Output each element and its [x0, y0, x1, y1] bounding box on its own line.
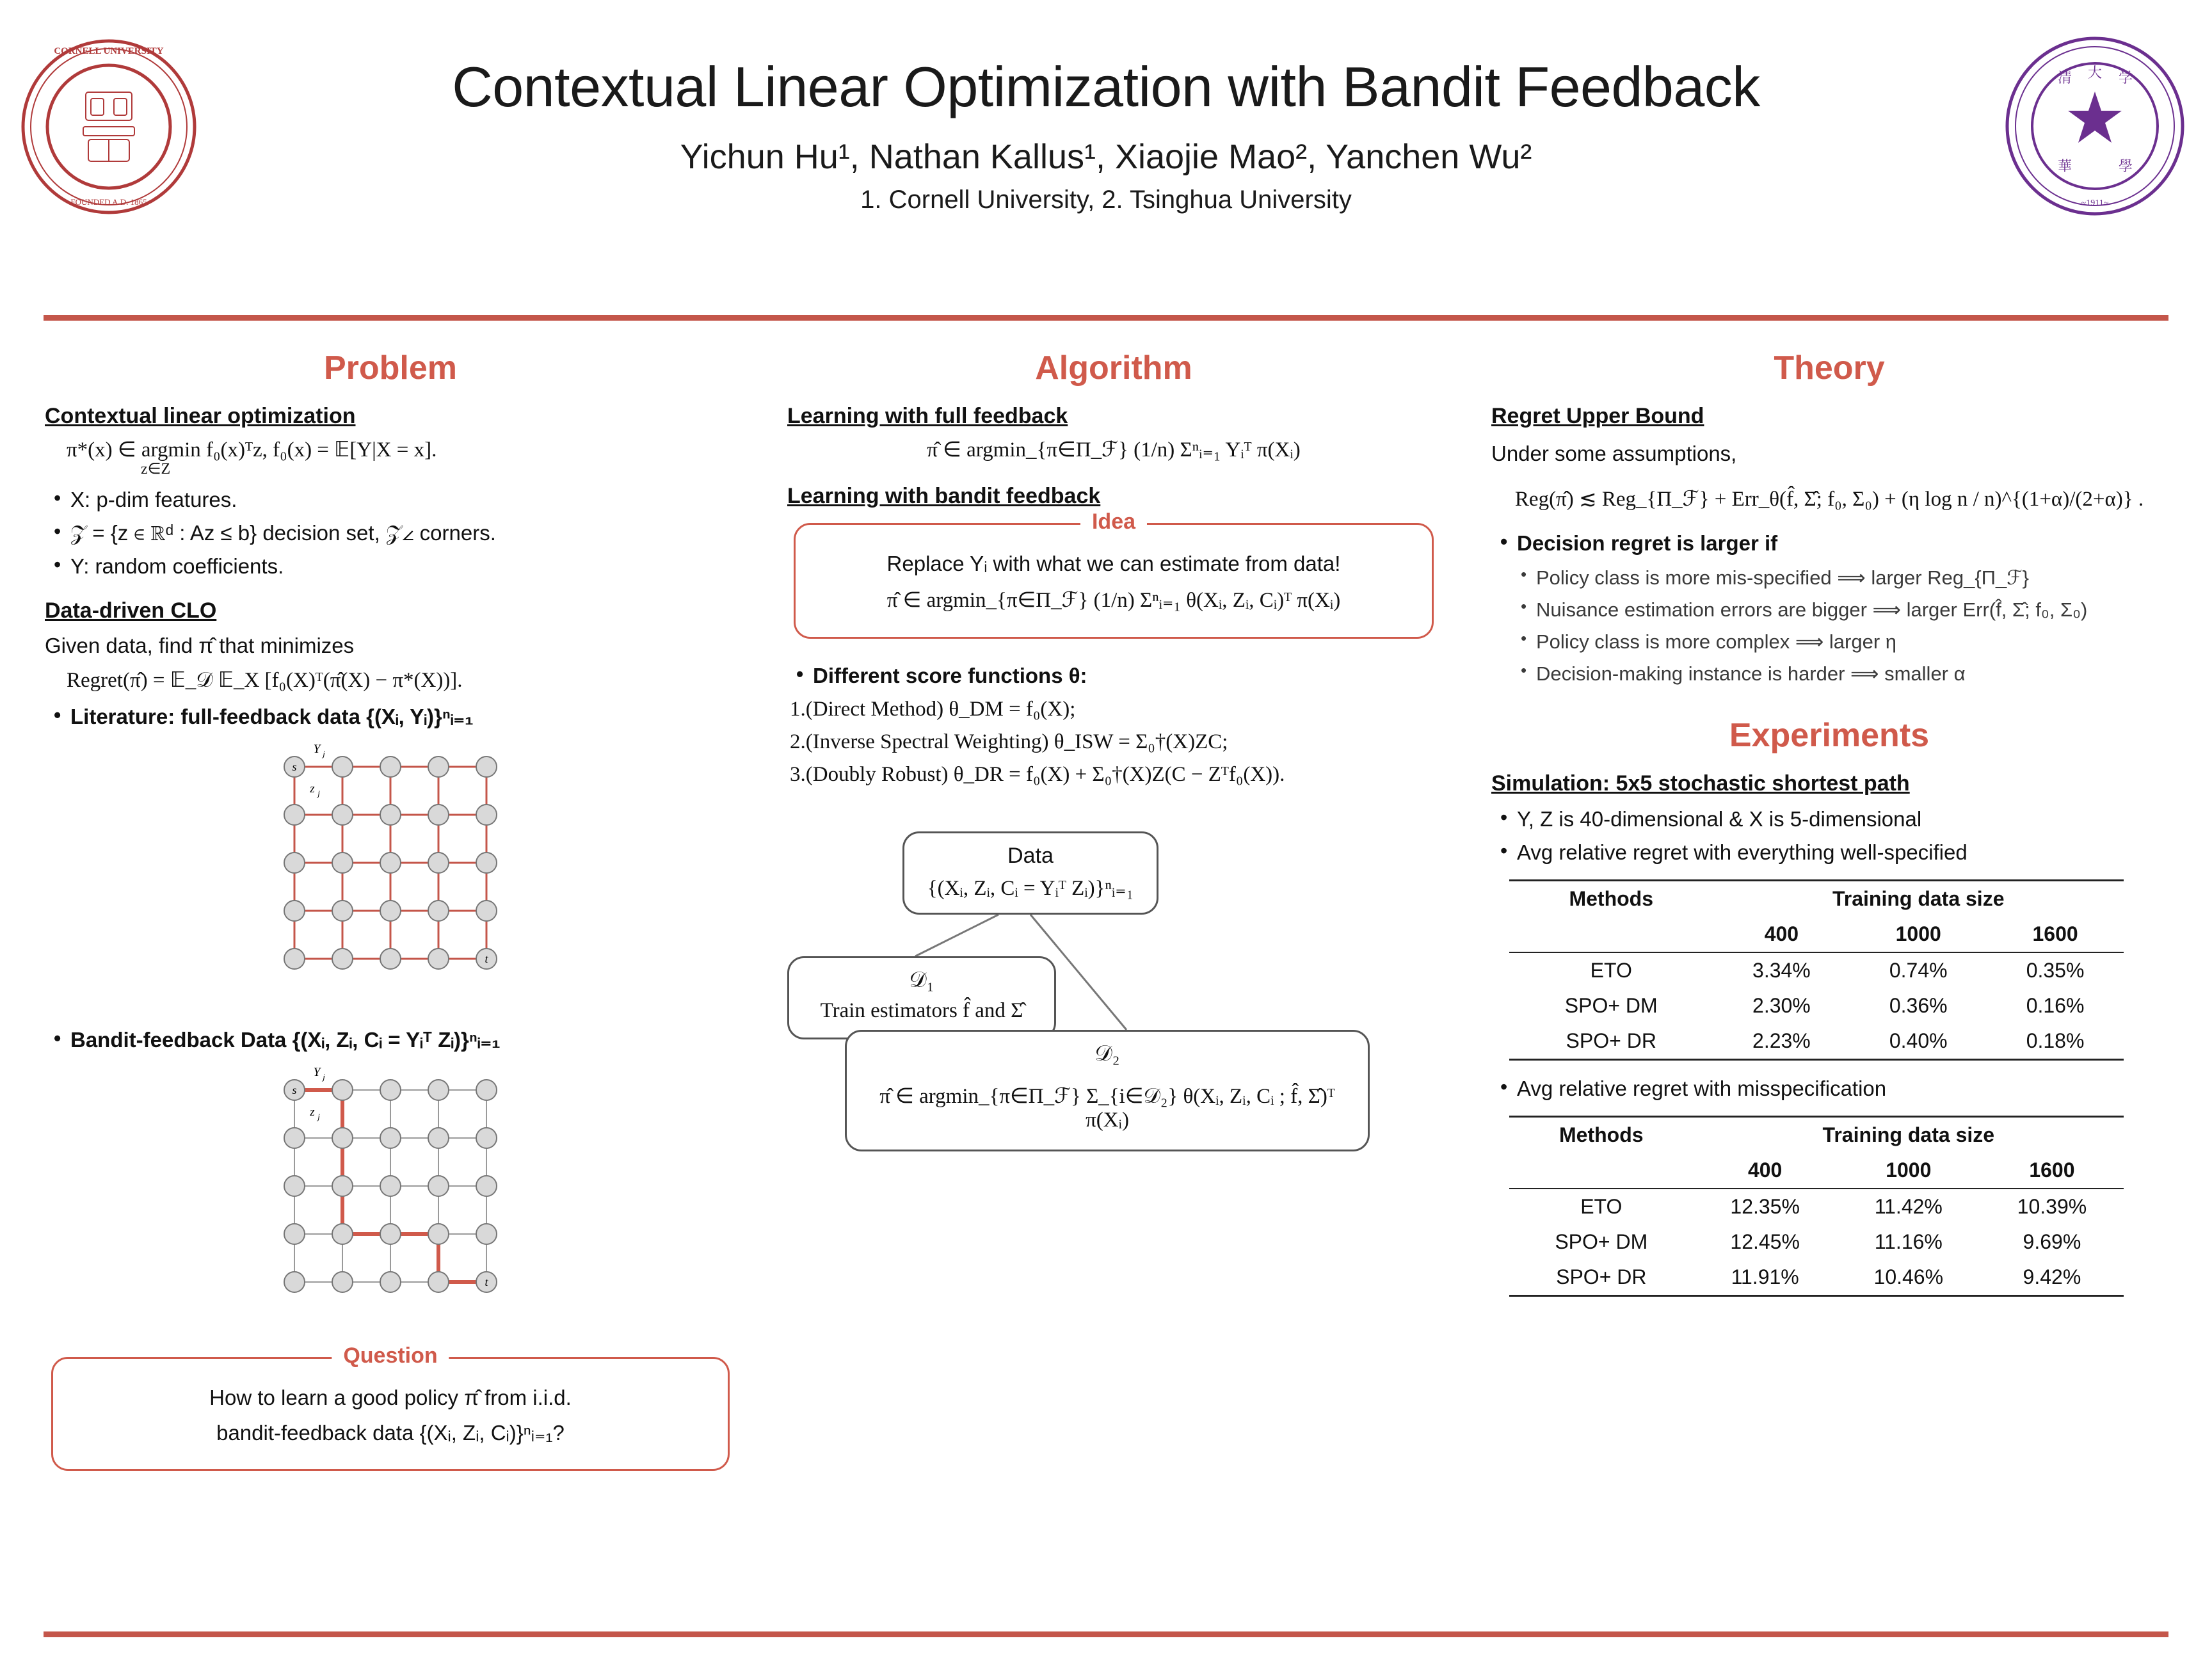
list-item: • 𝒵 = {z ∈ ℝᵈ : Az ≤ b} decision set, 𝒵∠ corners.	[45, 518, 736, 549]
table-cell-method: SPO+ DM	[1555, 1230, 1648, 1253]
equation-optimal-policy-text: π*(x) ∈ argmin f₀(x)ᵀz, f₀(x) = 𝔼[Y|X = x].	[67, 438, 437, 461]
decision-regret-sub-bullets	[1513, 564, 2167, 689]
author-list: Yichun Hu¹, Nathan Kallus¹, Xiaojie Mao², Yanchen Wu²	[680, 138, 1532, 177]
table-row	[1509, 1260, 2124, 1296]
svg-text:j: j	[323, 1072, 325, 1082]
flow-node-d1-text: Train estimators f̂ and Σ̂	[820, 998, 1023, 1022]
svg-text:t: t	[485, 1276, 488, 1289]
table-cell-method: SPO+ DM	[1564, 994, 1658, 1018]
table-header-methods: Methods	[1509, 881, 1713, 917]
list-item: • Y: random coefficients.	[45, 551, 736, 582]
table-cell-value: 0.36%	[1889, 994, 1948, 1018]
simulation-bullets	[1491, 804, 2167, 868]
svg-text:學: 學	[2118, 159, 2133, 175]
table-header-spacer	[1509, 1153, 1694, 1189]
problem-definition-bullets	[45, 485, 736, 582]
results-table-misspecified	[1509, 1116, 2124, 1297]
svg-text:FOUNDED A.D. 1865: FOUNDED A.D. 1865	[70, 197, 147, 207]
table-row	[1509, 988, 2124, 1023]
svg-text:Y: Y	[313, 742, 321, 757]
svg-text:s: s	[292, 760, 297, 774]
table-cell-method: ETO	[1590, 959, 1632, 982]
table-cell-method: ETO	[1580, 1194, 1623, 1218]
table-cell-value: 0.18%	[1987, 1023, 2124, 1060]
column-problem	[45, 349, 762, 1614]
equation-optimal-policy-subscript: z∈Z	[141, 461, 171, 477]
flow-node-data-equation: {(Xᵢ, Zᵢ, Cᵢ = Yᵢᵀ Zᵢ)}ⁿᵢ₌₁	[927, 876, 1134, 900]
table-cell-value: 12.35%	[1730, 1194, 1800, 1218]
flow-node-d1-label: 𝒟₁	[909, 968, 934, 992]
table-row	[1509, 1224, 2124, 1260]
table-cell-value: 9.42%	[1980, 1260, 2124, 1296]
list-item: • Different score functions θ:	[787, 661, 1440, 691]
svg-text:t: t	[485, 952, 488, 966]
grid-graph-full-feedback	[45, 741, 736, 1020]
section-heading-problem: Problem	[323, 349, 458, 387]
table-cell-value: 9.69%	[2023, 1230, 2081, 1253]
flow-node-data-label: Data	[1007, 843, 1054, 868]
table-cell-method: SPO+ DR	[1509, 1260, 1694, 1296]
footer-divider	[44, 1631, 2168, 1637]
table-cell-value: 10.46%	[1837, 1260, 1980, 1296]
list-item: • Y, Z is 40-dimensional & X is 5-dimensional	[1491, 804, 2167, 835]
page-title: Contextual Linear Optimization with Bandit Feedback	[452, 55, 1760, 118]
header-divider	[44, 315, 2168, 321]
assumption-line: Under some assumptions,	[1491, 442, 1737, 465]
column-algorithm	[762, 349, 1466, 1614]
table-header-spacer	[1509, 917, 1713, 952]
subsection-regret-upper-bound: Regret Upper Bound	[1491, 404, 1704, 428]
table-cell-method: SPO+ DR	[1509, 1023, 1713, 1060]
column-theory-experiments	[1466, 349, 2167, 1614]
cornell-university-seal-icon	[19, 37, 198, 216]
svg-text:大: 大	[2087, 65, 2103, 81]
table-header-size-400: 400	[1694, 1153, 1837, 1189]
svg-text:z: z	[310, 1105, 315, 1119]
svg-text:CORNELL UNIVERSITY: CORNELL UNIVERSITY	[54, 46, 164, 56]
subsection-learning-bandit-feedback: Learning with bandit feedback	[787, 484, 1101, 508]
section-heading-theory: Theory	[1774, 349, 1885, 387]
svg-text:j: j	[323, 749, 325, 759]
svg-text:Y: Y	[313, 1066, 321, 1080]
svg-text:清: 清	[2057, 70, 2072, 86]
list-item: • Literature: full-feedback data {(Xᵢ, Yᵢ)}ⁿᵢ₌₁	[45, 701, 736, 732]
results-table-well-specified	[1509, 879, 2124, 1061]
svg-text:華: 華	[2057, 159, 2072, 175]
poster-columns	[0, 349, 2212, 1614]
flow-node-data	[902, 831, 1158, 915]
table-row	[1509, 952, 2124, 988]
svg-text:~1911~: ~1911~	[2081, 198, 2109, 208]
table-header-size-1000: 1000	[1850, 917, 1987, 952]
table-cell-value: 12.45%	[1730, 1230, 1800, 1253]
list-item: • Avg relative regret with misspecification	[1491, 1073, 2167, 1104]
table-cell-value: 0.74%	[1889, 959, 1948, 982]
table-cell-value: 3.34%	[1752, 959, 1811, 982]
table-cell-value: 11.16%	[1874, 1230, 1943, 1253]
table-row	[1509, 1023, 2124, 1060]
table-header-size-1600: 1600	[1987, 917, 2124, 952]
misspecification-bullet	[1491, 1073, 2167, 1104]
table-cell-value: 10.39%	[2017, 1194, 2087, 1218]
title-block	[211, 55, 2001, 214]
equation-regret-definition: Regret(π̂) = 𝔼_𝒟 𝔼_X [f₀(X)ᵀ(π̂(X) − π*(X))].	[67, 669, 463, 693]
list-item: • Avg relative regret with everything well-specified	[1491, 837, 2167, 868]
table-header-size-1000: 1000	[1837, 1153, 1980, 1189]
table-cell-value: 2.30%	[1752, 994, 1811, 1018]
table-cell-value: 0.16%	[2026, 994, 2085, 1018]
equation-full-feedback: π̂ ∈ argmin_{π∈Π_ℱ} (1/n) Σⁿᵢ₌₁ Yᵢᵀ π(Xᵢ)	[927, 438, 1301, 461]
svg-text:j: j	[317, 1112, 320, 1122]
table-row	[1509, 1189, 2124, 1224]
list-item: • Decision-making instance is harder ⟹ smaller α	[1513, 660, 2167, 689]
table-cell-value: 11.42%	[1874, 1194, 1943, 1218]
flow-node-d2-label: 𝒟₂	[1094, 1041, 1120, 1066]
list-item: • X: p-dim features.	[45, 485, 736, 515]
table-header-methods: Methods	[1509, 1116, 1694, 1153]
table-header-size-400: 400	[1713, 917, 1850, 952]
decision-regret-bullet	[1491, 528, 2167, 559]
literature-bullets	[45, 701, 736, 732]
svg-text:学: 学	[2118, 70, 2133, 86]
svg-text:j: j	[317, 789, 320, 799]
poster-header	[0, 0, 2212, 301]
list-item: • Decision regret is larger if	[1491, 528, 2167, 559]
table-header-training-size: Training data size	[1694, 1116, 2124, 1153]
flow-node-d2	[845, 1030, 1370, 1151]
svg-text:z: z	[310, 782, 315, 796]
question-callout	[51, 1343, 730, 1471]
subsection-data-driven-clo: Data-driven CLO	[45, 598, 217, 623]
list-item: • Nuisance estimation errors are bigger ⟹ larger Err(f̂, Σ̂; f₀, Σ₀)	[1513, 596, 2167, 625]
flow-node-d2-equation: π̂ ∈ argmin_{π∈Π_ℱ} Σ_{i∈𝒟₂} θ(Xᵢ, Zᵢ, Cᵢ ; f̂, Σ̂)ᵀ π(Xᵢ)	[879, 1084, 1335, 1132]
section-heading-algorithm: Algorithm	[1035, 349, 1192, 387]
table-cell-value: 0.35%	[2026, 959, 2085, 982]
subsection-learning-full-feedback: Learning with full feedback	[787, 404, 1068, 428]
flow-node-d1	[787, 956, 1056, 1039]
data-driven-clo-line: Given data, find π̂ that minimizes	[45, 633, 355, 657]
question-line-2: bandit-feedback data {(Xᵢ, Zᵢ, Cᵢ)}ⁿᵢ₌₁?	[216, 1420, 565, 1445]
subsection-simulation: Simulation: 5x5 stochastic shortest path	[1491, 771, 1910, 796]
table-cell-value: 2.23%	[1713, 1023, 1850, 1060]
list-item: • Bandit-feedback Data {(Xᵢ, Zᵢ, Cᵢ = Yᵢᵀ Zᵢ)}ⁿᵢ₌₁	[45, 1025, 736, 1055]
svg-text:s: s	[292, 1084, 297, 1097]
idea-callout-label: Idea	[1080, 509, 1147, 534]
score-direct-method: 1.(Direct Method) θ_DM = f₀(X);	[790, 697, 1076, 721]
idea-text: Replace Yᵢ with what we can estimate from data!	[886, 552, 1341, 575]
question-callout-label: Question	[332, 1343, 449, 1368]
score-doubly-robust: 3.(Doubly Robust) θ_DR = f₀(X) + Σ₀†(X)Z(C − Zᵀf₀(X)).	[790, 762, 1285, 786]
algorithm-flow-diagram	[787, 819, 1440, 1267]
subsection-contextual-linear-optimization: Contextual linear optimization	[45, 404, 356, 428]
grid-graph-bandit-feedback	[45, 1064, 736, 1343]
equation-idea: π̂ ∈ argmin_{π∈Π_ℱ} (1/n) Σⁿᵢ₌₁ θ(Xᵢ, Zᵢ, Cᵢ)ᵀ π(Xᵢ)	[886, 588, 1341, 612]
table-header-size-1600: 1600	[1980, 1153, 2124, 1189]
list-item: • Policy class is more complex ⟹ larger η	[1513, 628, 2167, 657]
section-heading-experiments: Experiments	[1729, 717, 1930, 755]
tsinghua-university-seal-icon	[2004, 35, 2186, 218]
question-line-1: How to learn a good policy π̂ from i.i.d.	[209, 1386, 572, 1410]
score-inverse-spectral-weighting: 2.(Inverse Spectral Weighting) θ_ISW = Σ₀†(X)ZC;	[790, 730, 1228, 753]
table-cell-value: 0.40%	[1850, 1023, 1987, 1060]
score-functions-bullet	[787, 661, 1440, 691]
table-cell-value: 11.91%	[1694, 1260, 1837, 1296]
table-header-training-size: Training data size	[1713, 881, 2124, 917]
idea-callout	[794, 509, 1434, 639]
bandit-data-bullets	[45, 1025, 736, 1055]
equation-optimal-policy	[67, 437, 736, 462]
equation-regret-upper-bound: Reg(π̂) ≲ Reg_{Π_ℱ} + Err_θ(f̂, Σ̂; f₀, Σ₀) + (η log n / n)^{(1+α)/(2+α)} .	[1514, 487, 2144, 511]
affiliation-list: 1. Cornell University, 2. Tsinghua University	[860, 186, 1352, 214]
list-item: • Policy class is more mis-specified ⟹ larger Reg_{Π_ℱ}	[1513, 564, 2167, 593]
